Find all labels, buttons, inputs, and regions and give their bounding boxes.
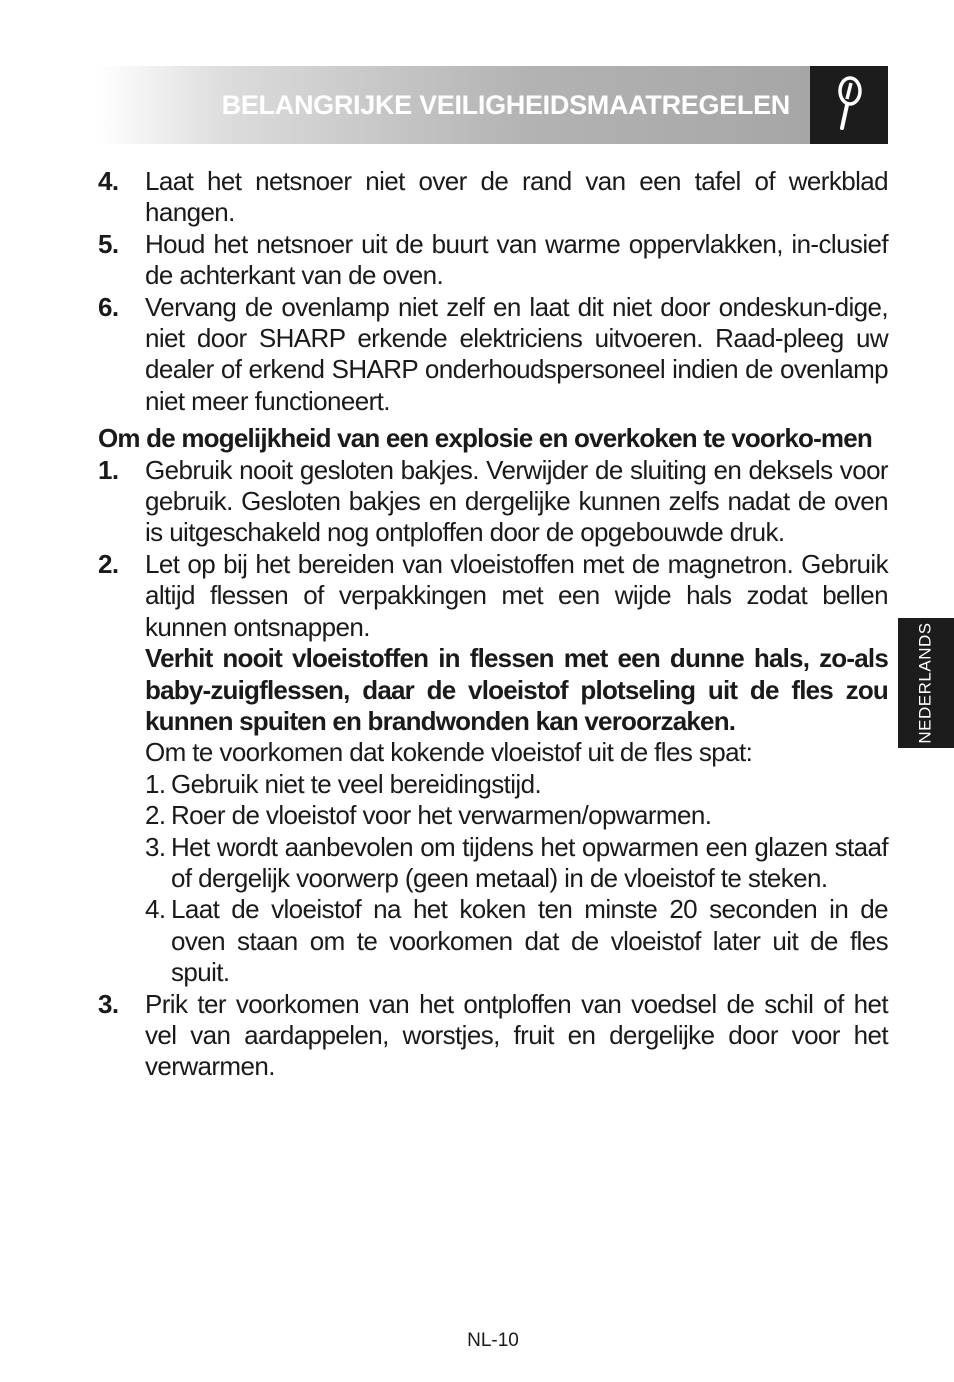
sublist-text: Het wordt aanbevolen om tijdens het opwarmen een glazen staaf of dergelijk voorwerp (geen metaal) in de vloeistof te steken. bbox=[171, 831, 888, 893]
item-number: 5. bbox=[98, 228, 119, 259]
item-number: 1. bbox=[98, 454, 119, 485]
sublist-number: 2. bbox=[145, 800, 166, 831]
sublist-item bbox=[145, 769, 888, 800]
header-title: BELANGRIJKE VEILIGHEIDSMAATREGELEN bbox=[221, 89, 790, 120]
sublist-text: Roer de vloeistof voor het verwarmen/opwarmen. bbox=[171, 800, 712, 831]
list-item bbox=[98, 455, 888, 549]
page-content bbox=[98, 166, 888, 1083]
sublist-item bbox=[145, 800, 888, 831]
item-text: Gebruik nooit gesloten bakjes. Verwijder de sluiting en deksels voor gebruik. Gesloten bakjes en dergelijke kunnen zelfs nadat de oven is uitgeschakeld nog ontploffen door de opgebouwde druk. bbox=[145, 454, 888, 548]
section-header bbox=[98, 66, 888, 144]
language-label: NEDERLANDS bbox=[916, 622, 936, 744]
list-item bbox=[98, 229, 888, 292]
item-text: Prik ter voorkomen van het ontploffen van voedsel de schil of het vel van aardappelen, worstjes, fruit en dergelijke door voor het verwarmen. bbox=[145, 988, 888, 1082]
header-bar bbox=[98, 66, 810, 144]
sublist-item bbox=[145, 894, 888, 988]
sublist-item bbox=[145, 832, 888, 895]
sublist-number: 3. bbox=[145, 831, 166, 862]
item-body bbox=[145, 549, 888, 989]
page-number: NL-10 bbox=[467, 1330, 519, 1351]
item-text: Let op bij het bereiden van vloeistoffen met de magnetron. Gebruik altijd flessen of verpakkingen met een wijde hals zodat bellen kunnen ontsnappen. bbox=[145, 548, 888, 642]
item-number: 3. bbox=[98, 988, 119, 1019]
section-title: Om de mogelijkheid van een explosie en overkoken te voorko-men bbox=[98, 423, 872, 454]
list-item bbox=[98, 292, 888, 418]
sublist-text: Laat de vloeistof na het koken ten minste 20 seconden in de oven staan om te voorkomen dat de vloeistof later uit de fles spuit. bbox=[171, 894, 888, 988]
language-side-tab bbox=[898, 618, 954, 748]
list-item bbox=[98, 989, 888, 1083]
sublist-number: 1. bbox=[145, 768, 166, 799]
sublist-intro: Om te voorkomen dat kokende vloeistof uit de fles spat: bbox=[145, 737, 753, 768]
item-number: 6. bbox=[98, 291, 119, 322]
header-icon-box bbox=[810, 66, 888, 144]
warning-text: Verhit nooit vloeistoffen in flessen met een dunne hals, zo-als baby-zuigflessen, daar de vloeistof plotseling uit de fles zou kunnen spuiten en brandwonden kan veroorzaken. bbox=[145, 643, 888, 736]
item-text: Houd het netsnoer uit de buurt van warme oppervlakken, in-clusief de achterkant van de oven. bbox=[145, 228, 888, 291]
item-text: Laat het netsnoer niet over de rand van een tafel of werkblad hangen. bbox=[145, 166, 888, 228]
sublist-number: 4. bbox=[145, 894, 166, 925]
item-text: Vervang de ovenlamp niet zelf en laat dit niet door ondeskun-dige, niet door SHARP erkende elektriciens uitvoeren. Raad-pleeg uw dealer of erkend SHARP onderhoudspersoneel indien de ovenlamp niet meer functioneert. bbox=[145, 291, 888, 416]
list-item bbox=[98, 166, 888, 229]
item-number: 4. bbox=[98, 166, 119, 196]
item-number: 2. bbox=[98, 548, 119, 579]
sublist-text: Gebruik niet te veel bereidingstijd. bbox=[171, 768, 542, 799]
exclamation-icon bbox=[831, 75, 867, 135]
list-item bbox=[98, 549, 888, 989]
